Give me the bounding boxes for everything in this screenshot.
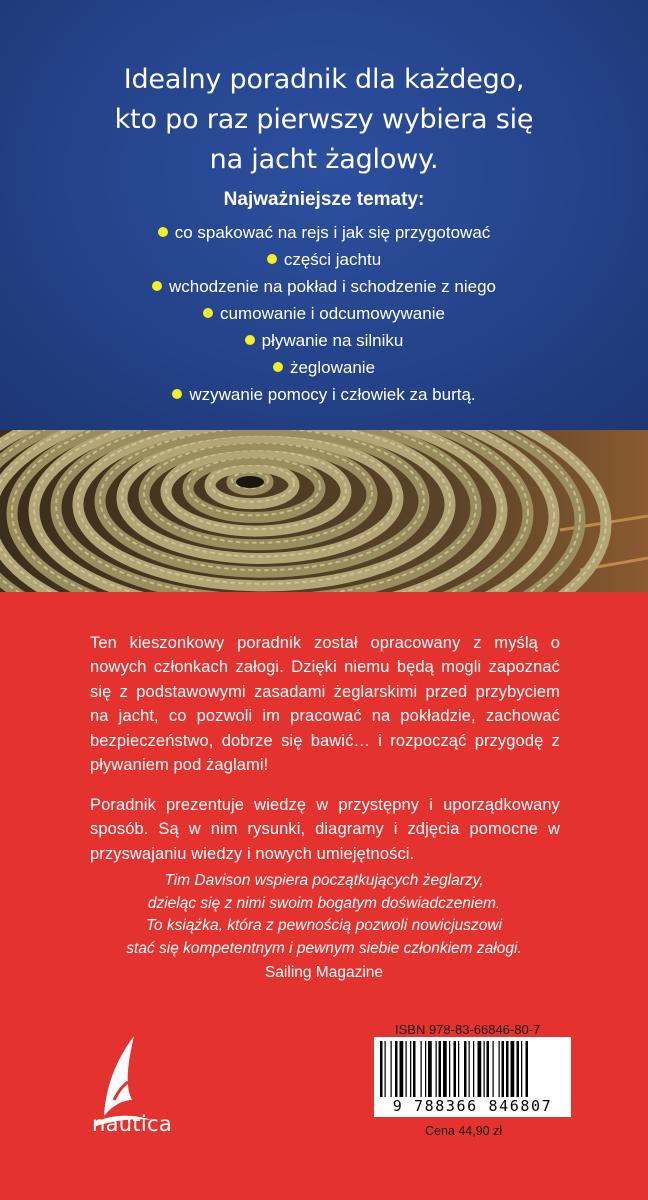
headline-line: Idealny poradnik dla każdego, <box>123 64 525 95</box>
topics-list <box>0 219 648 408</box>
review-quote <box>0 870 648 960</box>
topic-text: części jachtu <box>283 250 382 269</box>
bullet-dot-icon <box>203 308 213 318</box>
quote-line: dzieląc się z nimi swoim bogatym doświadczeniem. <box>147 894 501 912</box>
isbn-label: ISBN 978-83-66846-80-7 <box>395 1022 541 1037</box>
description-paragraph: Ten kieszonkowy poradnik został opracowany z myślą o nowych członkach załogi. Dzięki niemu będą mogli zapoznać się z podstawowymi zasadami żeglarskimi przed przybyciem na jacht, co pozwoli im pracować na pokładzie, zachować bezpieczeństwo, dobrze się bawić… i rozpocząć przygodę z pływaniem pod żaglami! <box>90 633 560 774</box>
bullet-dot-icon <box>172 389 182 399</box>
quote-source: Sailing Magazine <box>264 964 384 981</box>
topic-item <box>0 381 648 408</box>
price-label: Cena 44,90 zł <box>425 1124 503 1138</box>
barcode-digits: 9 788366 846807 <box>374 1097 571 1115</box>
topic-item <box>0 246 648 273</box>
topic-item <box>0 300 648 327</box>
topic-item <box>0 273 648 300</box>
headline <box>0 60 648 180</box>
topic-item <box>0 327 648 354</box>
bullet-dot-icon <box>245 335 255 345</box>
headline-line: na jacht żaglowy. <box>209 144 439 175</box>
headline-line: kto po raz pierwszy wybiera się <box>114 104 534 135</box>
top-blue-panel <box>0 0 648 430</box>
topics-title: Najważniejsze tematy: <box>223 189 425 210</box>
coiled-rope-photo <box>0 430 648 592</box>
bullet-dot-icon <box>273 362 283 372</box>
quote-line: To książka, która z pewnością pozwoli nowicjuszowi <box>145 917 503 934</box>
topic-item <box>0 354 648 381</box>
publisher-logo-text: nautica <box>92 1112 173 1136</box>
topic-text: wchodzenie na pokład i schodzenie z niego <box>168 277 496 296</box>
topic-item <box>0 219 648 246</box>
quote-line: stać się kompetentnym i pewnym siebie członkiem załogi. <box>126 939 522 957</box>
topic-text: pływanie na silniku <box>261 331 404 350</box>
description-paragraph: Poradnik prezentuje wiedzę w przystępny i uporządkowany sposób. Są w nim rysunki, diagramy i zdjęcia pomocne w przyswajaniu wiedzy i nowych umiejętności. <box>90 795 560 863</box>
bullet-dot-icon <box>152 281 162 291</box>
topic-text: cumowanie i odcumowywanie <box>220 304 445 323</box>
topic-text: wzywanie pomocy i człowiek za burtą. <box>189 385 476 404</box>
quote-line: Tim Davison wspiera początkujących żeglarzy, <box>164 872 484 889</box>
barcode <box>374 1037 571 1117</box>
bullet-dot-icon <box>267 254 277 264</box>
bullet-dot-icon <box>158 227 168 237</box>
topic-text: co spakować na rejs i jak się przygotować <box>174 223 491 242</box>
topic-text: żeglowanie <box>289 358 376 377</box>
rope-coil-illustration <box>0 430 648 592</box>
